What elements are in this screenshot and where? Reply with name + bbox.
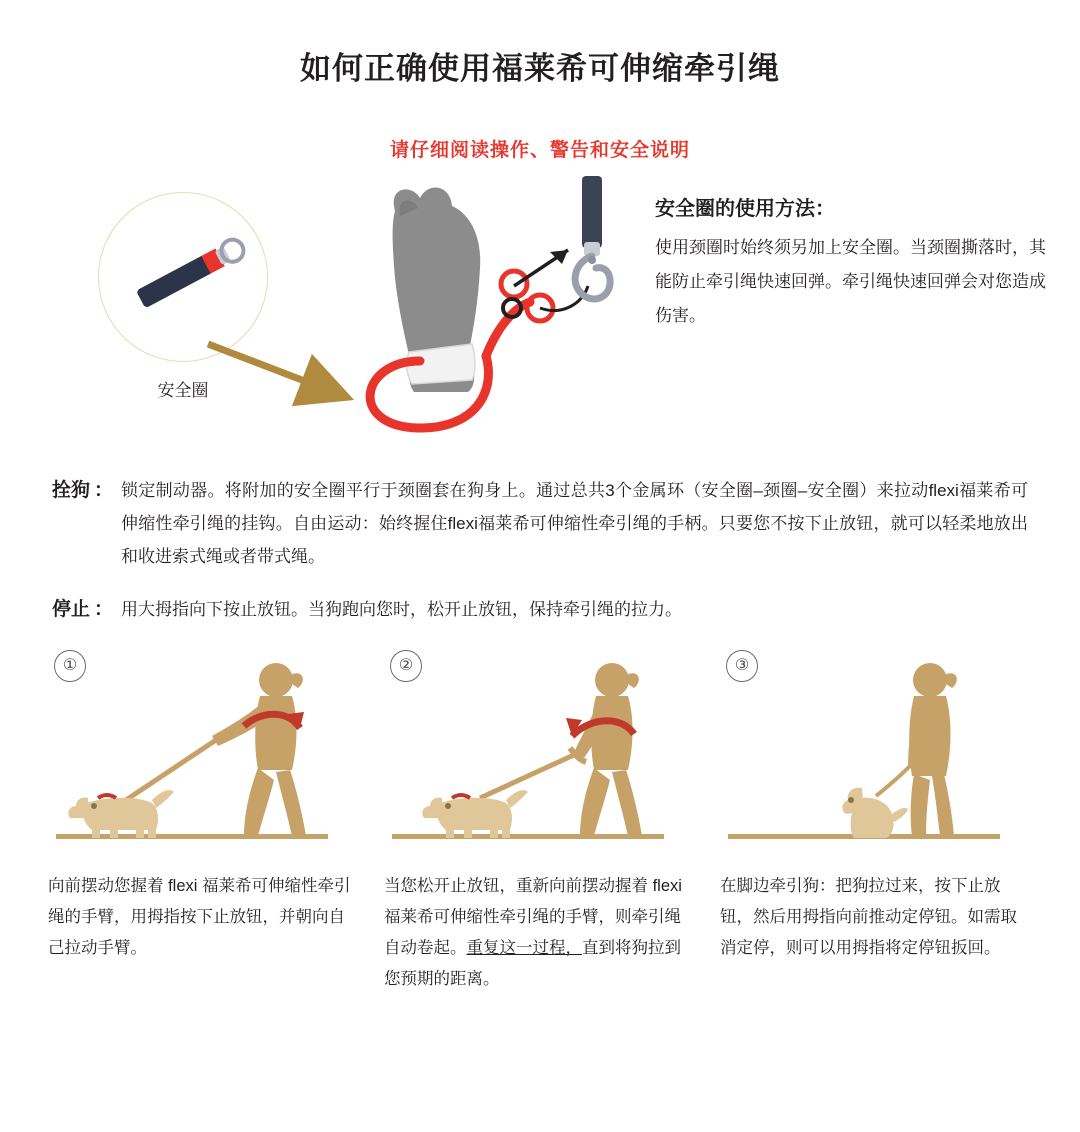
instruction-body: 用大拇指向下按止放钮。当狗跑向您时，松开止放钮，保持牵引绳的拉力。 <box>121 599 683 619</box>
instruction-label: 停止 <box>52 598 91 620</box>
page-title: 如何正确使用福莱希可伸缩牵引绳 <box>300 50 780 86</box>
instruction-body: 锁定制动器。将附加的安全圈平行于颈圈套在狗身上。通过总共3个金属环（安全圈–颈圈–安全圈）来拉动flexi福莱希可伸缩性牵引绳的挂钩。自由运动：始终握住flexi福莱希可伸缩性牵引绳的手柄。只要您不按下止放钮，就可以轻柔地放出和收进索式绳或者带式绳。 <box>121 480 1028 566</box>
instruction-colon: ： <box>94 598 114 620</box>
safety-ring-diagram <box>0 186 1080 456</box>
step-number-badge: ③ <box>726 650 758 682</box>
step-number-badge: ② <box>390 650 422 682</box>
walking-person-dog-illustration <box>384 648 684 863</box>
step-item-1 <box>48 648 360 995</box>
step-3-figure <box>720 648 1032 863</box>
walking-person-dog-illustration <box>48 648 348 863</box>
instructions-section <box>52 474 1028 626</box>
instruction-item <box>52 593 1028 626</box>
step-2-text: 当您松开止放钮，重新向前摆动握着 flexi 福莱希可伸缩性牵引绳的手臂，则牵引绳自动卷起。重复这一过程，直到将狗拉到您预期的距离。 <box>384 876 682 988</box>
standing-person-dog-illustration <box>720 648 1020 863</box>
step-item-3 <box>720 648 1032 995</box>
instruction-page <box>0 21 1080 1132</box>
safety-ring-caption: 安全圈 <box>157 380 209 400</box>
step-1-figure <box>48 648 360 863</box>
safety-usage-body: 使用颈圈时始终须另加上安全圈。当颈圈撕落时，其能防止牵引绳快速回弹。牵引绳快速回弹会对您造成伤害。 <box>655 237 1046 325</box>
safety-usage-heading: 安全圈的使用方法： <box>655 197 835 220</box>
instruction-colon: ： <box>94 479 114 501</box>
safety-usage-text <box>655 192 1055 333</box>
step-2-figure <box>384 648 696 863</box>
step-1-text: 向前摆动您握着 flexi 福莱希可伸缩性牵引绳的手臂，用拇指按下止放钮，并朝向自己拉动手臂。 <box>48 876 351 957</box>
dog-head-illustration <box>300 176 650 446</box>
step-number-badge: ① <box>54 650 86 682</box>
step-item-2 <box>384 648 696 995</box>
instruction-item <box>52 474 1028 573</box>
step-3-text: 在脚边牵引狗：把狗拉过来，按下止放钮，然后用拇指向前推动定停钮。如需取消定停，则可以用拇指将定停钮扳回。 <box>720 876 1017 957</box>
page-subtitle: 请仔细阅读操作、警告和安全说明 <box>389 139 690 161</box>
instruction-label: 拴狗 <box>52 479 91 501</box>
steps-section <box>48 648 1032 995</box>
